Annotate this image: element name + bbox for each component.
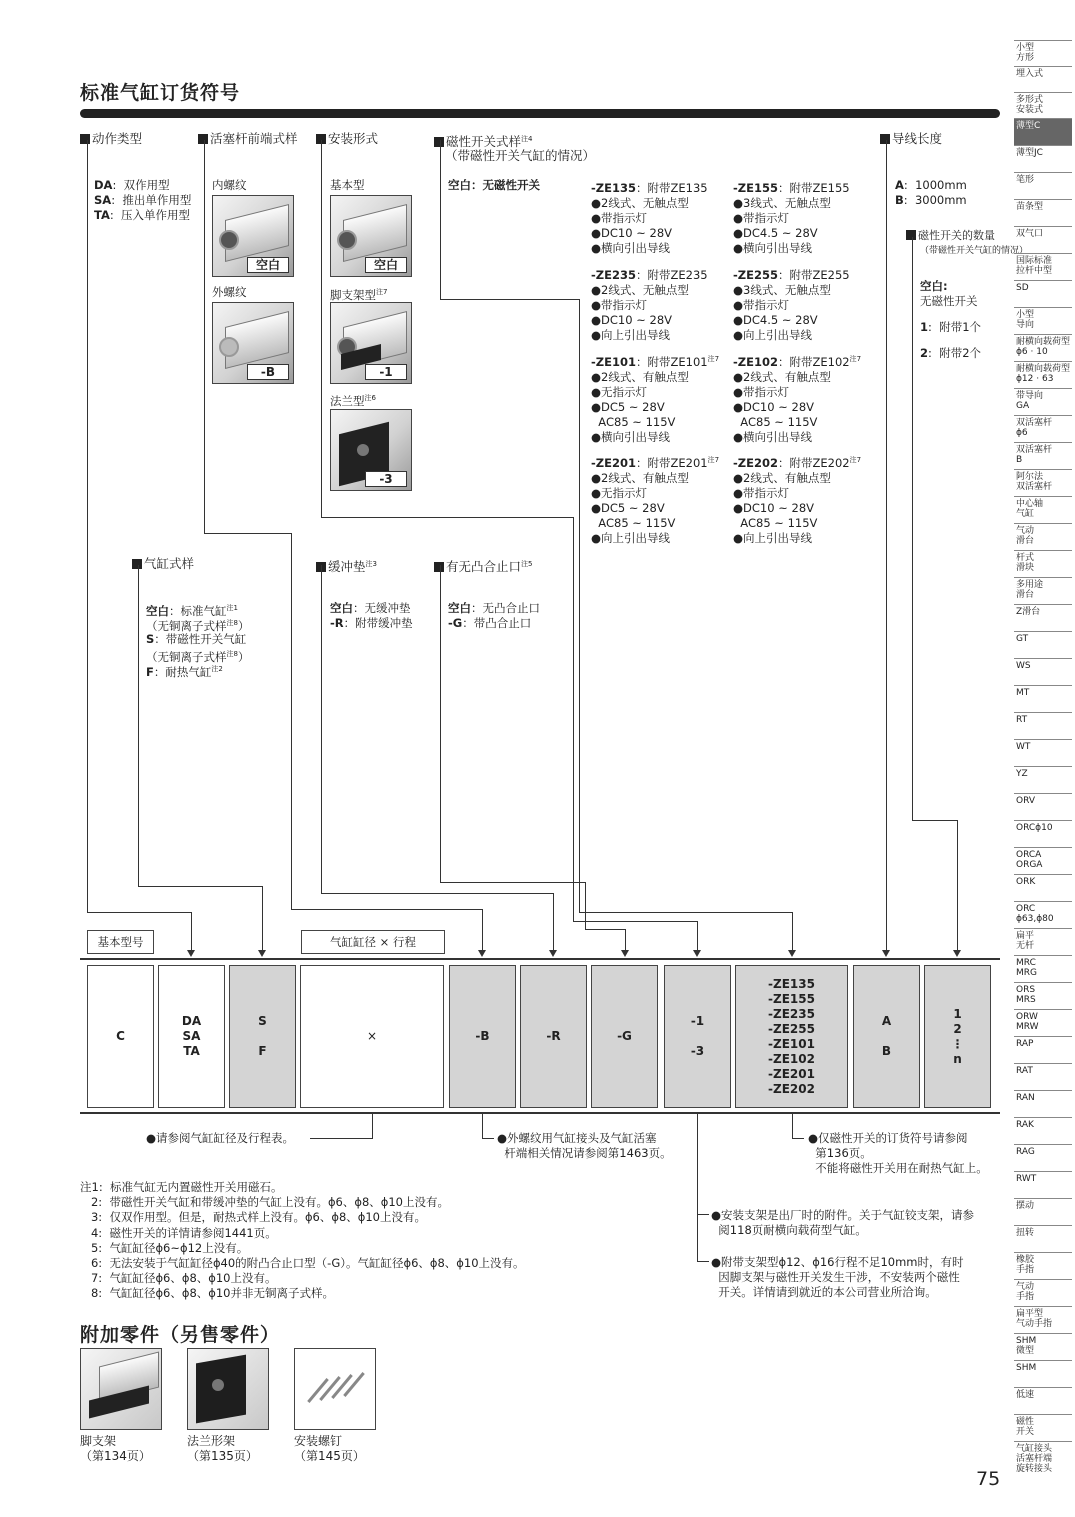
switch-option [591, 265, 708, 343]
mount-header: 安装形式 [316, 131, 378, 147]
switch-option-spec: AC85 ~ 115V [733, 415, 818, 429]
switch-option-title: -ZE101：附带ZE101$^{注7}$ [591, 355, 720, 369]
sidebar-item[interactable]: 埋入式 [1014, 66, 1072, 92]
action-ta: TA: 压入单作用型 [94, 208, 191, 222]
accessories-title: 附加零件（另售零件） [80, 1324, 281, 1346]
code-row-top-rule [80, 958, 1000, 960]
switch-option-spec: ●DC10 ~ 28V [591, 313, 672, 327]
switch-option-title: -ZE255：附带ZE255 [733, 268, 850, 282]
page-number: 75 [976, 1468, 1001, 1490]
switch-option [591, 178, 708, 256]
sidebar-item[interactable]: WT [1014, 739, 1072, 766]
mount-flange-label: 法兰型$^{注6}$ [330, 394, 376, 408]
code-cell-stopper: -G [591, 965, 658, 1108]
mounting-screws-photo [294, 1348, 376, 1430]
cushion-line-1: 空白：无缓冲垫 [330, 601, 411, 615]
sidebar-item[interactable]: 双活塞杆 ϕ6 [1014, 415, 1072, 442]
cyl-line-5: F：耐热气缸$^{注2}$ [146, 665, 223, 679]
switch-option-spec: ●DC4.5 ~ 28V [733, 313, 818, 327]
switch-option-spec: ●2线式、有触点型 [733, 471, 831, 485]
switch-option-spec: ●带指示灯 [733, 486, 790, 500]
sidebar-item[interactable]: WS [1014, 658, 1072, 685]
sidebar-item[interactable]: RT [1014, 712, 1072, 739]
sidebar-item[interactable]: 扭转 [1014, 1225, 1072, 1252]
sidebar-item[interactable]: ORCϕ10 [1014, 820, 1072, 847]
sidebar-item[interactable]: 中心轴 气缸 [1014, 496, 1072, 523]
switch-option-spec: ●2线式、有触点型 [591, 370, 689, 384]
mount-basic-label: 基本型 [330, 178, 365, 192]
sidebar-item[interactable]: MRC MRG [1014, 955, 1072, 982]
switch-option-spec: ●无指示灯 [591, 385, 648, 399]
code-cell-lead: A B [853, 965, 920, 1108]
sidebar-item[interactable]: MT [1014, 685, 1072, 712]
foot-bracket-label: 脚支架 （第134页） [80, 1434, 151, 1463]
code-cell-mount: -1 -3 [664, 965, 731, 1108]
switch-option-spec: ●无指示灯 [591, 486, 648, 500]
sidebar-item[interactable]: 橡胶 手指 [1014, 1252, 1072, 1279]
sidebar-item[interactable]: SHM [1014, 1360, 1072, 1387]
sidebar-item[interactable]: 笔形 [1014, 172, 1072, 199]
code-cell-action: DA SA TA [158, 965, 225, 1108]
stopper-header: 有无凸合止口$^{注5}$ [434, 556, 532, 575]
sidebar-item[interactable]: ORS MRS [1014, 982, 1072, 1009]
switch-option [733, 352, 861, 445]
rod-internal-label: 内螺纹 [212, 178, 247, 192]
sidebar-item[interactable]: 小型 方形 [1014, 40, 1072, 66]
switch-option-spec: ●DC5 ~ 28V [591, 400, 665, 414]
switch-option-spec: ●3线式、无触点型 [733, 196, 831, 210]
switch-option-spec: ●带指示灯 [591, 298, 648, 312]
sidebar-item[interactable]: 双气口 [1014, 226, 1072, 253]
code-cell-rod-end: -B [449, 965, 516, 1108]
switch-option-spec: ●横向引出导线 [591, 430, 671, 444]
code-cell-cylinder: S F [229, 965, 296, 1108]
sidebar-item[interactable]: 磁性 开关 [1014, 1414, 1072, 1441]
sidebar-item[interactable]: 薄型JC [1014, 145, 1072, 172]
code-cell-count: 1 2 ⋮ n [924, 965, 991, 1108]
bore-stroke-label: 气缸缸径 × 行程 [301, 930, 445, 954]
page-title: 标准气缸订货符号 [80, 82, 241, 104]
remark-bore-table: ●请参阅气缸缸径及行程表。 [146, 1131, 295, 1145]
sidebar-item[interactable]: 小型 导向 [1014, 307, 1072, 334]
switch-option-spec: ●带指示灯 [733, 385, 790, 399]
switch-option [591, 453, 719, 546]
switch-option-spec: AC85 ~ 115V [591, 415, 676, 429]
switch-option-title: -ZE202：附带ZE202$^{注7}$ [733, 456, 862, 470]
sidebar-item[interactable]: SD [1014, 280, 1072, 307]
sidebar-item[interactable]: 扁平型 气动手指 [1014, 1306, 1072, 1333]
switch-option [591, 352, 719, 445]
mount-basic-photo: 空白 [330, 195, 412, 277]
count-two: 2: 附带2个 [920, 346, 982, 360]
sidebar-item[interactable]: RAK [1014, 1117, 1072, 1144]
sidebar-item[interactable]: RAG [1014, 1144, 1072, 1171]
count-one: 1: 附带1个 [920, 320, 982, 334]
cushion-line-2: -R：附带缓冲垫 [330, 616, 413, 630]
mount-flange-photo: -3 [330, 409, 412, 491]
sidebar-item[interactable]: 耐横向载荷型 ϕ12 · 63 [1014, 361, 1072, 388]
switch-option-spec: ●DC10 ~ 28V [591, 226, 672, 240]
sidebar-item[interactable]: RAN [1014, 1090, 1072, 1117]
base-model-label: 基本型号 [87, 930, 154, 954]
switch-option-spec: ●DC5 ~ 28V [591, 501, 665, 515]
switch-option-spec: ●向上引出导线 [733, 531, 813, 545]
count-blank-label: 空白: [920, 279, 948, 293]
sidebar-item[interactable]: 低速 [1014, 1387, 1072, 1414]
sidebar-item[interactable]: 扁平 无杆 [1014, 928, 1072, 955]
sidebar-item[interactable]: GT [1014, 631, 1072, 658]
switch-option-spec: ●DC10 ~ 28V [733, 400, 814, 414]
stopper-line-2: -G：带凸合止口 [448, 616, 532, 630]
sidebar-item[interactable]: 杆式 滑块 [1014, 550, 1072, 577]
switch-blank: 空白：无磁性开关 [448, 178, 540, 192]
switch-subtitle: （带磁性开关气缸的情况） [445, 148, 596, 163]
sidebar-item[interactable]: 气动 滑台 [1014, 523, 1072, 550]
switch-header: 磁性开关式样$^{注4}$ [434, 131, 532, 150]
switch-option-title: -ZE201：附带ZE201$^{注7}$ [591, 456, 720, 470]
switch-option-title: -ZE235：附带ZE235 [591, 268, 708, 282]
sidebar-item[interactable]: 气动 手指 [1014, 1279, 1072, 1306]
switch-option-spec: ●2线式、有触点型 [733, 370, 831, 384]
switch-option-spec: ●横向引出导线 [733, 241, 813, 255]
mount-foot-photo: -1 [330, 302, 412, 384]
sidebar-item[interactable]: 苗条型 [1014, 199, 1072, 226]
sidebar-item[interactable]: 多用途 滑台 [1014, 577, 1072, 604]
sidebar-item[interactable]: ORC ϕ63,ϕ80 [1014, 901, 1072, 928]
action-type-header: 动作类型 [80, 131, 142, 147]
sidebar-item[interactable]: Z滑台 [1014, 604, 1072, 631]
mounting-screws-label: 安装螺钉 （第145页） [294, 1434, 365, 1463]
foot-bracket-photo [80, 1348, 162, 1430]
sidebar-item[interactable]: 多形式 安装式 [1014, 92, 1072, 118]
action-sa: SA: 推出单作用型 [94, 193, 192, 207]
lead-b: B: 3000mm [895, 193, 967, 207]
mount-foot-label: 脚支架型$^{注7}$ [330, 288, 388, 302]
action-da: DA: 双作用型 [94, 178, 170, 192]
sidebar-item[interactable]: ORV [1014, 793, 1072, 820]
switch-count-header: 磁性开关的数量 [906, 228, 995, 244]
sidebar-item[interactable]: ORK [1014, 874, 1072, 901]
cyl-line-2: （无铜离子式样$^{注8}$） [146, 619, 250, 633]
switch-count-subtitle: （带磁性开关气缸的情况） [920, 246, 1029, 256]
rod-internal-photo: 空白 [212, 195, 294, 277]
switch-option-spec: ●DC4.5 ~ 28V [733, 226, 818, 240]
switch-option-spec: ●带指示灯 [591, 211, 648, 225]
code-cell-model: C [87, 965, 154, 1108]
switch-option-spec: ●带指示灯 [733, 298, 790, 312]
code-row-bottom-rule [80, 1112, 1000, 1114]
sidebar-item[interactable]: 耐横向载荷型 ϕ6 · 10 [1014, 334, 1072, 361]
rod-external-photo: -B [212, 302, 294, 384]
switch-option-spec: ●DC10 ~ 28V [733, 501, 814, 515]
sidebar-item[interactable]: 薄型C [1014, 118, 1072, 145]
cyl-line-3: S：带磁性开关气缸 [146, 632, 247, 646]
sidebar-item[interactable]: RAT [1014, 1063, 1072, 1090]
switch-option-title: -ZE155：附带ZE155 [733, 181, 850, 195]
cyl-line-1: 空白：标准气缸$^{注1}$ [146, 604, 238, 618]
switch-option-title: -ZE135：附带ZE135 [591, 181, 708, 195]
count-blank-text: 无磁性开关 [920, 294, 978, 308]
remark-bracket: ●安装支架是出厂时的附件。关于气缸铰支架，请参 阅118页耐横向载荷型气缸。 [711, 1208, 975, 1237]
code-cell-cushion: -R [520, 965, 587, 1108]
sidebar-item[interactable]: SHM 微型 [1014, 1333, 1072, 1360]
sidebar-item[interactable]: ORCA ORGA [1014, 847, 1072, 874]
lead-header: 导线长度 [880, 131, 942, 147]
remark-rod-end: ●外螺纹用气缸接头及气缸活塞 杆端相关情况请参阅第1463页。 [497, 1131, 672, 1160]
flange-bracket-label: 法兰形架 （第135页） [187, 1434, 258, 1463]
sidebar-item[interactable]: RWT [1014, 1171, 1072, 1198]
cyl-line-4: （无铜离子式样$^{注8}$） [146, 650, 250, 664]
switch-option [733, 265, 850, 343]
switch-option-spec: ●2线式、有触点型 [591, 471, 689, 485]
switch-option-spec: AC85 ~ 115V [733, 516, 818, 530]
rod-external-label: 外螺纹 [212, 285, 247, 299]
cushion-header: 缓冲垫$^{注3}$ [316, 556, 377, 575]
switch-option-spec: AC85 ~ 115V [591, 516, 676, 530]
switch-option-spec: ●2线式、无触点型 [591, 283, 689, 297]
switch-option-spec: ●3线式、无触点型 [733, 283, 831, 297]
flange-bracket-photo [187, 1348, 269, 1430]
switch-option-spec: ●带指示灯 [733, 211, 790, 225]
sidebar-item[interactable]: YZ [1014, 766, 1072, 793]
switch-option-spec: ●向上引出导线 [591, 531, 671, 545]
title-rule [80, 109, 1000, 118]
sidebar-item[interactable]: 国际标准 拉杆中型 [1014, 253, 1072, 280]
stopper-line-1: 空白：无凸合止口 [448, 601, 540, 615]
footnotes: 注1: 标准气缸无内置磁性开关用磁石。 2: 带磁性开关气缸和带缓冲垫的气缸上没有。ϕ6、ϕ8、ϕ10上没有。 3: 仅双作用型。但是，耐热式样上没有。ϕ6、ϕ8、ϕ10上没有。 4: 磁性开关的详情请参阅1441页。 5: 气缸缸径ϕ6~ϕ12上没有。 6: 无法安装于气缸缸径ϕ40的附凸合止口型（-G）。气缸缸径ϕ6、ϕ8、ϕ10上没有。 7: 气缸缸径ϕ6、ϕ8、ϕ10上没有。 8: 气缸缸径ϕ6、ϕ8、ϕ10并非无铜离子式样。 [80, 1180, 525, 1301]
switch-option-spec: ●2线式、无触点型 [591, 196, 689, 210]
sidebar-item[interactable]: 带导向 GA [1014, 388, 1072, 415]
sidebar-item[interactable]: RAP [1014, 1036, 1072, 1063]
switch-option-spec: ●向上引出导线 [591, 328, 671, 342]
sidebar-item[interactable]: 气缸接头 活塞杆端 旋转接头 [1014, 1441, 1072, 1468]
switch-option [733, 453, 861, 546]
sidebar-item[interactable]: ORW MRW [1014, 1009, 1072, 1036]
switch-option [733, 178, 850, 256]
switch-option-spec: ●横向引出导线 [733, 430, 813, 444]
sidebar-item[interactable]: 摆动 [1014, 1198, 1072, 1225]
remark-foot-interference: ●附带支架型ϕ12、ϕ16行程不足10mm时，有时 因脚支架与磁性开关发生干涉，不安装两个磁性 开关。详情请到就近的本公司营业所洽询。 [711, 1255, 964, 1299]
remark-switch-order: ●仅磁性开关的订货符号请参阅 第136页。 不能将磁性开关用在耐热气缸上。 [808, 1131, 988, 1175]
rod-end-header: 活塞杆前端式样 [198, 131, 298, 147]
switch-option-title: -ZE102：附带ZE102$^{注7}$ [733, 355, 862, 369]
sidebar-item[interactable]: 双活塞杆 B [1014, 442, 1072, 469]
switch-option-spec: ●横向引出导线 [591, 241, 671, 255]
code-cell-bore-stroke: × [300, 965, 444, 1108]
lead-a: A: 1000mm [895, 178, 967, 192]
sidebar-item[interactable]: 阿尔法 双活塞杆 [1014, 469, 1072, 496]
cylinder-spec-header: 气缸式样 [132, 556, 194, 572]
switch-option-spec: ●向上引出导线 [733, 328, 813, 342]
code-cell-switch: -ZE135 -ZE155 -ZE235 -ZE255 -ZE101 -ZE102 -ZE201 -ZE202 [735, 965, 848, 1108]
